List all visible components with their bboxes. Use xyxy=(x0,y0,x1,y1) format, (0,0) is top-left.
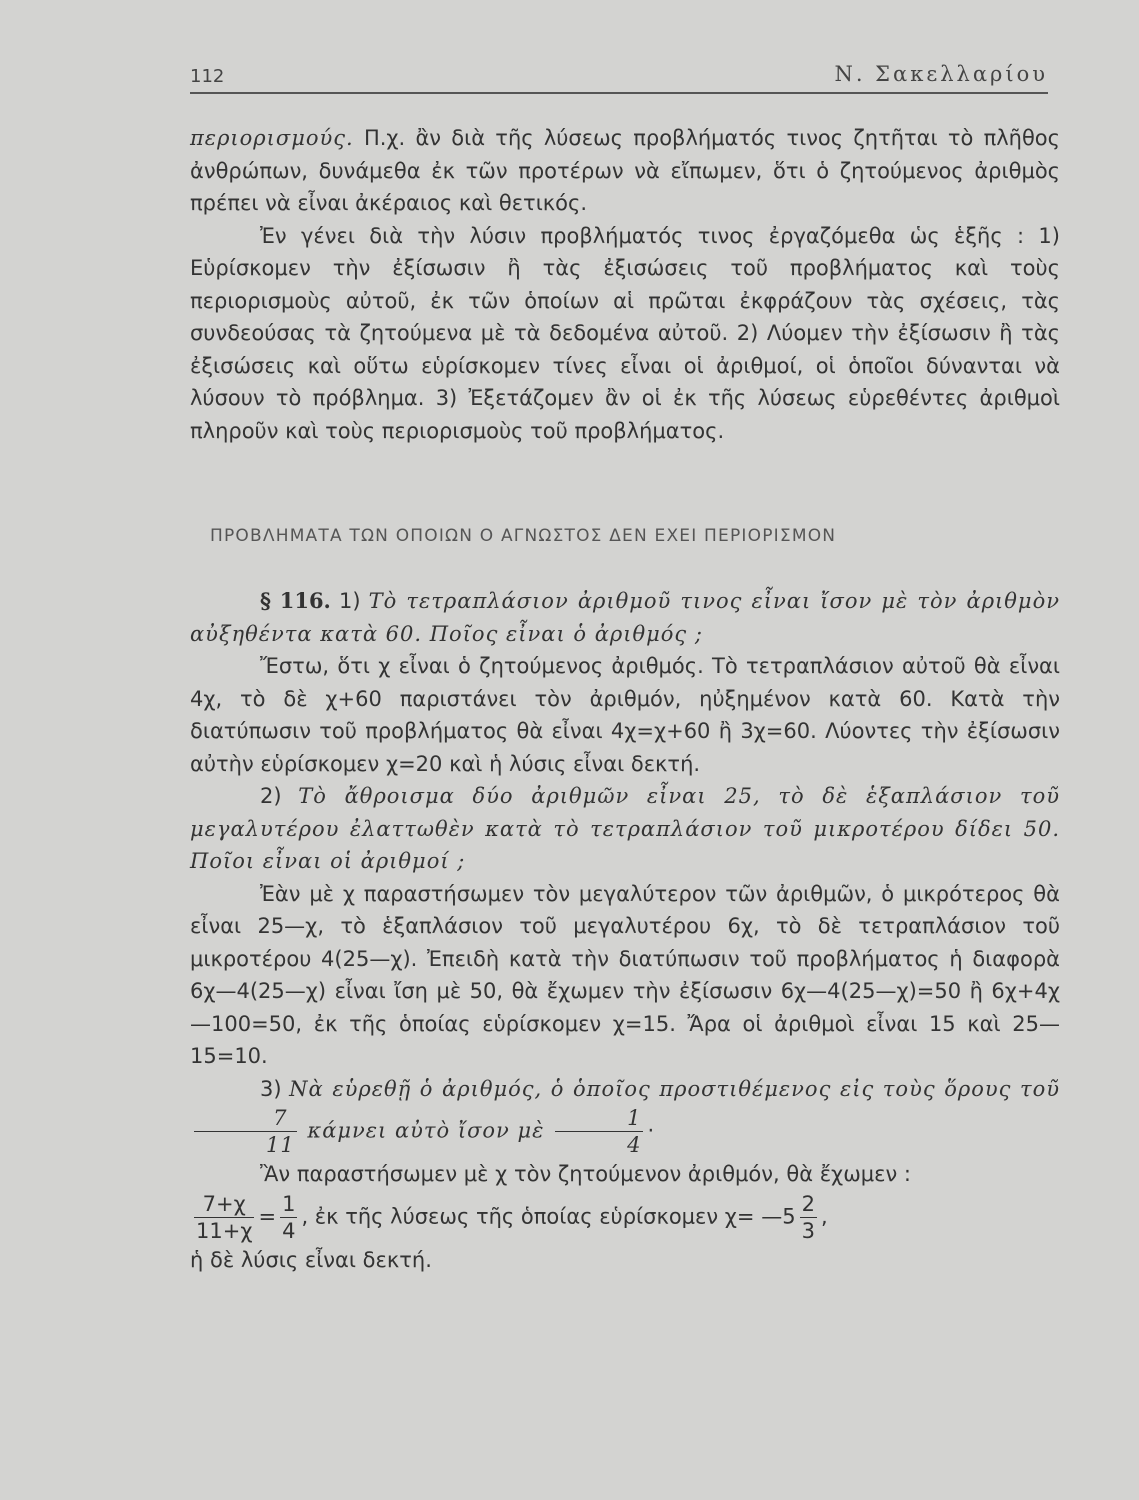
intro-paragraph-1 xyxy=(190,122,1060,220)
page-number: 112 xyxy=(190,66,225,87)
problem-3-statement: 3) Νὰ εὑρεθῇ ὁ ἀριθμός, ὁ ὁποῖος προστιθέμενος εἰς τοὺς ὅρους τοῦ $\frac{7}{11}$ κάμνει αὐτὸ ἴσον μὲ $\frac{1}{4}$ · xyxy=(190,1073,1060,1159)
intro-paragraph-2: Ἐν γένει διὰ τὴν λύσιν προβλήματός τινος ἐργαζόμεθα ὡς ἑξῆς : 1) Εὑρίσκομεν τὴν ἐξίσωσιν ἢ τὰς ἐξισώσεις τοῦ προβλήματος καὶ τοὺς περιορισμοὺς αὐτοῦ, ἐκ τῶν ὁποίων αἱ πρῶται ἐκφράζουν τὰς σχέσεις, τὰς συνδεούσας τὰ ζητούμενα μὲ τὰ δεδομένα αὐτοῦ. 2) Λύομεν τὴν ἐξίσωσιν ἢ τὰς ἐξισώσεις καὶ οὕτω εὑρίσκομεν τίνες εἶναι οἱ ἀριθμοί, οἱ ὁποῖοι δύνανται νὰ λύσουν τὸ πρόβλημα. 3) Ἐξετάζομεν ἂν οἱ ἐκ τῆς λύσεως εὑρεθέντες ἀριθμοὶ πληροῦν καὶ τοὺς περιορισμοὺς τοῦ προβλήματος. xyxy=(190,223,1060,443)
problem-1-text: Τὸ τετραπλάσιον ἀριθμοῦ τινος εἶναι ἴσον μὲ τὸν ἀριθμὸν αὐξηθέντα κατὰ 60. Ποῖος εἶναι ὁ ἀριθμός ; xyxy=(190,589,1060,646)
equation-lhs-fraction: $\frac{7+\chi}{11+\chi}$ xyxy=(196,1191,253,1243)
problem-3-text-b: κάμνει αὐτὸ ἴσον μὲ xyxy=(307,1118,545,1143)
answer-fraction: $\frac{2}{3}$ xyxy=(801,1191,815,1243)
problem-1-statement xyxy=(190,585,1060,650)
section-heading: ΠΡΟΒΛΗΜΑΤΑ ΤΩΝ ΟΠΟΙΩΝ Ο ΑΓΝΩΣΤΟΣ ΔΕΝ ΕΧΕΙ ΠΕΡΙΟΡΙΣΜΟΝ xyxy=(210,526,837,546)
page-header xyxy=(190,62,1048,94)
problem-3-text-a: Νὰ εὑρεθῇ ὁ ἀριθμός, ὁ ὁποῖος προστιθέμενος εἰς τοὺς ὅρους τοῦ xyxy=(289,1076,1060,1101)
equation-rhs-fraction: $\frac{1}{4}$ xyxy=(282,1191,296,1243)
problems-block xyxy=(190,585,1060,1276)
problem-1-solution: Ἔστω, ὅτι χ εἶναι ὁ ζητούμενος ἀριθμός. Τὸ τετραπλάσιον αὐτοῦ θὰ εἶναι 4χ, τὸ δὲ χ+60 παριστάνει τὸν ἀριθμόν, ηὐξημένον κατὰ 60. Κατὰ τὴν διατύπωσιν τοῦ προβλήματος θὰ εἶναι 4χ=χ+60 ἢ 3χ=60. Λύοντες τὴν ἐξίσωσιν αὐτὴν εὑρίσκομεν χ=20 καὶ ἡ λύσις εἶναι δεκτή. xyxy=(190,654,1060,776)
problem-2-number: 2) xyxy=(260,784,282,808)
equation-middle-text: , ἐκ τῆς λύσεως τῆς ὁποίας εὑρίσκομεν χ= —5 xyxy=(301,1204,796,1228)
problem-3-number: 3) xyxy=(260,1076,282,1101)
fraction-one-quarter: $\frac{1}{4}$ xyxy=(555,1105,643,1158)
problem-3-equation: $\frac{7+\chi}{11+\chi}$ = $\frac{1}{4}$ , ἐκ τῆς λύσεως τῆς ὁποίας εὑρίσκομεν χ= —5 $\frac{2}{3}$ , xyxy=(196,1191,828,1243)
problem-3-conclusion: ἡ δὲ λύσις εἶναι δεκτή. xyxy=(190,1247,432,1272)
problem-2-text: Τὸ ἄθροισμα δύο ἀριθμῶν εἶναι 25, τὸ δὲ ἑξαπλάσιον τοῦ μεγαλυτέρου ἐλαττωθὲν κατὰ τὸ τετραπλάσιον τοῦ μικροτέρου δίδει 50. Ποῖοι εἶναι οἱ ἀριθμοί ; xyxy=(190,784,1060,873)
problem-2-solution: Ἐὰν μὲ χ παραστήσωμεν τὸν μεγαλύτερον τῶν ἀριθμῶν, ὁ μικρότερος θὰ εἶναι 25—χ, τὸ ἑξαπλάσιον τοῦ μεγαλυτέρου 6χ, τὸ δὲ τετραπλάσιον τοῦ μικροτέρου 4(25—χ). Ἐπειδὴ κατὰ τὴν διατύπωσιν τοῦ προβλήματος ἡ διαφορὰ 6χ—4(25—χ) εἶναι ἴση μὲ 50, θὰ ἔχωμεν τὴν ἐξίσωσιν 6χ—4(25—χ)=50 ἢ 6χ+4χ—100=50, ἐκ τῆς ὁποίας εὑρίσκομεν χ=15. Ἄρα οἱ ἀριθμοὶ εἶναι 15 καὶ 25—15=10. xyxy=(190,881,1060,1068)
section-number: § 116. xyxy=(260,588,331,613)
intro-block xyxy=(190,122,1060,447)
running-head-author: Ν. Σακελλαρίου xyxy=(834,62,1048,86)
intro-lead-word: περιορισμούς. xyxy=(190,126,354,150)
problem-1-number: 1) xyxy=(338,589,361,613)
intro-text-1: Π.χ. ἂν διὰ τῆς λύσεως προβλήματός τινος ζητῆται τὸ πλῆθος ἀνθρώπων, δυνάμεθα ἐκ τῶν προτέρων νὰ εἴπωμεν, ὅτι ὁ ζητούμενος ἀριθμὸς πρέπει νὰ εἶναι ἀκέραιος καὶ θετικός. xyxy=(190,126,1060,215)
problem-3-solution-intro: Ἂν παραστήσωμεν μὲ χ τὸν ζητούμενον ἀριθμόν, θὰ ἔχωμεν : xyxy=(260,1162,911,1186)
problem-2-statement xyxy=(190,780,1060,878)
fraction-seven-elevenths: $\frac{7}{11}$ xyxy=(194,1105,297,1158)
